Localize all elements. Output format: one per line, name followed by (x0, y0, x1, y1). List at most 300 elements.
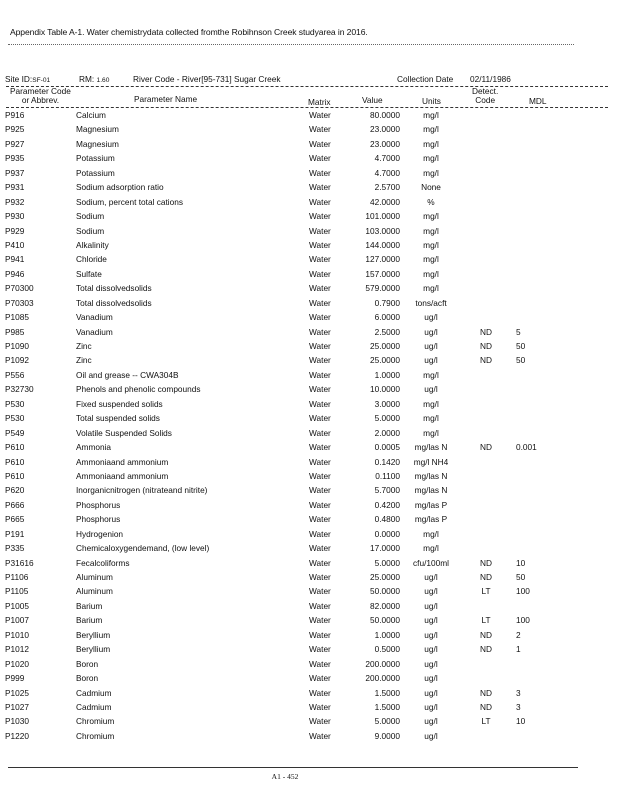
parameter-name: Cadmium (76, 687, 112, 698)
mdl-cell: 50 (516, 572, 526, 582)
value-cell: 82.0000 (370, 600, 400, 611)
table-row (0, 355, 618, 369)
matrix-cell: Water (309, 644, 331, 655)
column-header-detect-line1: Detect. (472, 86, 499, 96)
parameter-code: P1025 (5, 687, 29, 698)
units-cell: mg/l (423, 543, 439, 554)
parameter-code: P929 (5, 225, 25, 236)
matrix-cell: Water (309, 442, 331, 453)
table-row (0, 471, 618, 485)
mdl-cell: 3 (516, 687, 521, 698)
parameter-name: Sulfate (76, 268, 102, 279)
value-cell: 5.7000 (374, 485, 400, 496)
parameter-name: Chemicaloxygendemand, (low level) (76, 543, 210, 554)
table-row (0, 327, 618, 341)
parameter-name: Hydrogenion (76, 528, 124, 539)
matrix-cell: Water (309, 211, 331, 222)
mdl-cell: 100 (516, 586, 530, 597)
matrix-cell: Water (309, 673, 331, 684)
units-cell: ug/l (424, 615, 438, 626)
units-cell: mg/l (423, 167, 439, 178)
parameter-code: P935 (5, 153, 25, 164)
river-mile-label: RM: (79, 74, 95, 84)
table-row (0, 601, 618, 615)
matrix-cell: Water (309, 355, 331, 366)
parameter-name: Vanadium (76, 312, 113, 323)
parameter-code: P530 (5, 413, 25, 424)
parameter-name: Sodium (76, 225, 105, 236)
parameter-code: P665 (5, 514, 25, 525)
table-row (0, 197, 618, 211)
column-header-param-code-line1: Parameter Code (10, 86, 71, 96)
table-row (0, 124, 618, 138)
parameter-code: P932 (5, 196, 25, 207)
matrix-cell: Water (309, 470, 331, 481)
parameter-name: Inorganicnitrogen (nitrateand nitrite) (76, 485, 208, 496)
matrix-cell: Water (309, 557, 331, 568)
table-row (0, 630, 618, 644)
header-divider-top (6, 86, 608, 87)
units-cell: mg/l (423, 398, 439, 409)
parameter-code: P916 (5, 110, 25, 120)
detect-code-cell: ND (480, 442, 492, 453)
parameter-name: Chromium (76, 716, 115, 727)
value-cell: 200.0000 (365, 658, 400, 669)
table-title: Appendix Table A-1. Water chemistrydata collected fromthe Robihnson Creek studyarea in 2016. (10, 27, 368, 37)
value-cell: 1.5000 (374, 687, 400, 698)
units-cell: mg/l (423, 528, 439, 539)
matrix-cell: Water (309, 268, 331, 279)
value-cell: 80.0000 (370, 110, 400, 120)
value-cell: 5.0000 (374, 557, 400, 568)
column-header-param-code-line2: or Abbrev. (21, 95, 60, 105)
title-divider (8, 44, 574, 45)
units-cell: mg/l (423, 413, 439, 424)
value-cell: 200.0000 (365, 673, 400, 684)
parameter-code: P410 (5, 239, 25, 250)
matrix-cell: Water (309, 297, 331, 308)
matrix-cell: Water (309, 398, 331, 409)
table-row (0, 283, 618, 297)
matrix-cell: Water (309, 182, 331, 193)
table-row (0, 731, 618, 745)
units-cell: ug/l (424, 644, 438, 655)
table-row (0, 341, 618, 355)
table-row (0, 688, 618, 702)
table-row (0, 399, 618, 413)
table-row (0, 673, 618, 687)
units-cell: ug/l (424, 730, 438, 741)
matrix-cell: Water (309, 254, 331, 265)
units-cell: ug/l (424, 312, 438, 323)
parameter-name: Calcium (76, 110, 106, 120)
units-cell: mg/l (423, 254, 439, 265)
parameter-code: P530 (5, 398, 25, 409)
parameter-name: Potassium (76, 167, 115, 178)
parameter-name: Aluminum (76, 586, 113, 597)
parameter-name: Magnesium (76, 124, 119, 135)
parameter-name: Ammoniaand ammonium (76, 456, 169, 467)
matrix-cell: Water (309, 369, 331, 380)
value-cell: 2.5000 (374, 326, 400, 337)
parameter-name: Beryllium (76, 629, 111, 640)
units-cell: mg/l (423, 153, 439, 164)
table-row (0, 226, 618, 240)
parameter-name: Oil and grease -- CWA304B (76, 369, 179, 380)
table-row (0, 702, 618, 716)
site-id (5, 74, 50, 84)
value-cell: 6.0000 (374, 312, 400, 323)
matrix-cell: Water (309, 586, 331, 597)
detect-code-cell: ND (480, 355, 492, 366)
value-cell: 2.5700 (374, 182, 400, 193)
matrix-cell: Water (309, 283, 331, 294)
parameter-name: Vanadium (76, 326, 113, 337)
matrix-cell: Water (309, 528, 331, 539)
value-cell: 42.0000 (370, 196, 400, 207)
parameter-name: Beryllium (76, 644, 111, 655)
matrix-cell: Water (309, 384, 331, 395)
parameter-name: Fixed suspended solids (76, 398, 163, 409)
mdl-cell: 3 (516, 701, 521, 712)
mdl-cell: 50 (516, 341, 526, 351)
matrix-cell: Water (309, 153, 331, 164)
value-cell: 25.0000 (370, 355, 400, 366)
parameter-code: P610 (5, 470, 25, 481)
parameter-code: P191 (5, 528, 25, 539)
value-cell: 5.0000 (374, 716, 400, 727)
parameter-code: P931 (5, 182, 25, 193)
parameter-code: P1020 (5, 658, 29, 669)
parameter-name: Boron (76, 658, 99, 669)
detect-code-cell: ND (480, 326, 492, 337)
table-row (0, 182, 618, 196)
value-cell: 157.0000 (365, 268, 400, 279)
units-cell: ug/l (424, 384, 438, 395)
table-row (0, 586, 618, 600)
units-cell: ug/l (424, 673, 438, 684)
matrix-cell: Water (309, 514, 331, 525)
detect-code-cell: ND (480, 644, 492, 655)
value-cell: 25.0000 (370, 572, 400, 582)
parameter-name: Aluminum (76, 572, 113, 582)
parameter-code: P549 (5, 427, 25, 438)
units-cell: ug/l (424, 687, 438, 698)
value-cell: 23.0000 (370, 124, 400, 135)
table-row (0, 269, 618, 283)
units-cell: mg/las N (414, 485, 448, 496)
parameter-name: Magnesium (76, 138, 119, 149)
table-row (0, 254, 618, 268)
units-cell: ug/l (424, 716, 438, 727)
parameter-name: Cadmium (76, 701, 112, 712)
units-cell: mg/l (423, 225, 439, 236)
parameter-name: Barium (76, 615, 103, 626)
value-cell: 127.0000 (365, 254, 400, 265)
units-cell: ug/l (424, 572, 438, 582)
value-cell: 5.0000 (374, 413, 400, 424)
units-cell: mg/las N (414, 442, 448, 453)
value-cell: 2.0000 (374, 427, 400, 438)
matrix-cell: Water (309, 730, 331, 741)
parameter-code: P1105 (5, 586, 29, 597)
parameter-name: Alkalinity (76, 239, 109, 250)
value-cell: 144.0000 (365, 239, 400, 250)
parameter-name: Total dissolvedsolids (76, 283, 152, 294)
matrix-cell: Water (309, 600, 331, 611)
value-cell: 1.5000 (374, 701, 400, 712)
detect-code-cell: LT (481, 586, 491, 597)
detect-code-cell: LT (481, 716, 491, 727)
value-cell: 25.0000 (370, 341, 400, 351)
units-cell: % (427, 196, 435, 207)
table-row (0, 615, 618, 629)
table-row (0, 384, 618, 398)
units-cell: ug/l (424, 701, 438, 712)
value-cell: 9.0000 (374, 730, 400, 741)
mdl-cell: 5 (516, 326, 521, 337)
detect-code-cell: LT (481, 615, 491, 626)
value-cell: 101.0000 (365, 211, 400, 222)
table-row (0, 659, 618, 673)
value-cell: 23.0000 (370, 138, 400, 149)
column-header-param-name: Parameter Name (134, 94, 198, 104)
table-row (0, 139, 618, 153)
parameter-code: P1085 (5, 312, 29, 323)
table-row (0, 312, 618, 326)
parameter-code: P937 (5, 167, 25, 178)
matrix-cell: Water (309, 456, 331, 467)
units-cell: mg/l NH4 (413, 456, 449, 467)
matrix-cell: Water (309, 312, 331, 323)
matrix-cell: Water (309, 615, 331, 626)
column-header-matrix: Matrix (308, 97, 331, 107)
table-row (0, 529, 618, 543)
units-cell: mg/las N (414, 470, 448, 481)
table-row (0, 572, 618, 586)
mdl-cell: 100 (516, 615, 530, 626)
parameter-name: Phosphorus (76, 514, 121, 525)
column-header-mdl: MDL (529, 96, 547, 106)
units-cell: ug/l (424, 326, 438, 337)
parameter-code: P927 (5, 138, 25, 149)
table-row (0, 428, 618, 442)
units-cell: cfu/100ml (413, 557, 449, 568)
units-cell: mg/las P (414, 499, 448, 510)
parameter-name: Zinc (76, 341, 92, 351)
units-cell: tons/acft (415, 297, 447, 308)
parameter-code: P70300 (5, 283, 34, 294)
site-id-label: Site ID: (5, 74, 33, 84)
matrix-cell: Water (309, 427, 331, 438)
parameter-name: Volatile Suspended Solids (76, 427, 172, 438)
parameter-code: P1005 (5, 600, 29, 611)
parameter-code: P999 (5, 673, 25, 684)
parameter-name: Phosphorus (76, 499, 121, 510)
collection-date-label: Collection Date (397, 74, 454, 84)
detect-code-cell: ND (480, 572, 492, 582)
table-row (0, 485, 618, 499)
detect-code-cell: ND (480, 557, 492, 568)
parameter-code: P556 (5, 369, 25, 380)
column-header-param-code (10, 87, 71, 105)
data-table-body (0, 110, 618, 745)
parameter-code: P941 (5, 254, 25, 265)
table-row (0, 413, 618, 427)
site-id-value: SF-01 (32, 77, 51, 84)
parameter-code: P70303 (5, 297, 34, 308)
value-cell: 1.0000 (374, 629, 400, 640)
value-cell: 0.7900 (374, 297, 400, 308)
value-cell: 0.0000 (374, 528, 400, 539)
units-cell: ug/l (424, 658, 438, 669)
units-cell: mg/l (423, 110, 439, 120)
table-row (0, 153, 618, 167)
table-row (0, 543, 618, 557)
matrix-cell: Water (309, 701, 331, 712)
parameter-name: Potassium (76, 153, 115, 164)
value-cell: 50.0000 (370, 586, 400, 597)
parameter-code: P946 (5, 268, 25, 279)
detect-code-cell: ND (480, 341, 492, 351)
units-cell: mg/l (423, 239, 439, 250)
matrix-cell: Water (309, 326, 331, 337)
parameter-name: Chromium (76, 730, 115, 741)
detect-code-cell: ND (480, 629, 492, 640)
units-cell: ug/l (424, 629, 438, 640)
value-cell: 103.0000 (365, 225, 400, 236)
units-cell: mg/l (423, 369, 439, 380)
table-row (0, 514, 618, 528)
value-cell: 4.7000 (374, 167, 400, 178)
value-cell: 0.1420 (374, 456, 400, 467)
parameter-code: P1007 (5, 615, 29, 626)
units-cell: ug/l (424, 586, 438, 597)
matrix-cell: Water (309, 629, 331, 640)
parameter-name: Total dissolvedsolids (76, 297, 152, 308)
parameter-name: Phenols and phenolic compounds (76, 384, 201, 395)
parameter-name: Barium (76, 600, 103, 611)
parameter-code: P1030 (5, 716, 29, 727)
units-cell: mg/l (423, 268, 439, 279)
table-row (0, 442, 618, 456)
detect-code-cell: ND (480, 687, 492, 698)
units-cell: mg/l (423, 211, 439, 222)
column-header-value: Value (362, 95, 383, 105)
matrix-cell: Water (309, 572, 331, 582)
parameter-code: P610 (5, 456, 25, 467)
river-mile (79, 74, 109, 84)
parameter-code: P32730 (5, 384, 34, 395)
page-number: A1 - 452 (271, 772, 299, 781)
table-row (0, 558, 618, 572)
parameter-name: Zinc (76, 355, 92, 366)
parameter-code: P1090 (5, 341, 29, 351)
table-row (0, 457, 618, 471)
mdl-cell: 10 (516, 716, 526, 727)
parameter-code: P335 (5, 543, 25, 554)
matrix-cell: Water (309, 413, 331, 424)
parameter-name: Sodium adsorption ratio (76, 182, 164, 193)
table-row (0, 298, 618, 312)
matrix-cell: Water (309, 341, 331, 351)
value-cell: 10.0000 (370, 384, 400, 395)
units-cell: mg/l (423, 283, 439, 294)
table-row (0, 211, 618, 225)
parameter-code: P985 (5, 326, 25, 337)
matrix-cell: Water (309, 499, 331, 510)
parameter-code: P1010 (5, 629, 29, 640)
mdl-cell: 0.001 (516, 442, 537, 453)
mdl-cell: 50 (516, 355, 526, 366)
units-cell: mg/l (423, 427, 439, 438)
matrix-cell: Water (309, 167, 331, 178)
value-cell: 0.0005 (374, 442, 400, 453)
parameter-code: P1027 (5, 701, 29, 712)
parameter-code: P1012 (5, 644, 29, 655)
mdl-cell: 1 (516, 644, 521, 655)
matrix-cell: Water (309, 110, 331, 120)
table-row (0, 500, 618, 514)
header-divider-bottom (6, 107, 608, 108)
parameter-code: P1106 (5, 572, 29, 582)
parameter-name: Fecalcoliforms (76, 557, 130, 568)
table-row (0, 716, 618, 730)
matrix-cell: Water (309, 485, 331, 496)
parameter-name: Sodium (76, 211, 105, 222)
table-row (0, 110, 618, 124)
parameter-code: P620 (5, 485, 25, 496)
table-row (0, 168, 618, 182)
units-cell: None (421, 182, 441, 193)
matrix-cell: Water (309, 716, 331, 727)
river-code: River Code - River[95-731] Sugar Creek (133, 74, 281, 84)
bottom-rule (8, 767, 578, 768)
value-cell: 4.7000 (374, 153, 400, 164)
matrix-cell: Water (309, 124, 331, 135)
matrix-cell: Water (309, 225, 331, 236)
value-cell: 0.5000 (374, 644, 400, 655)
matrix-cell: Water (309, 658, 331, 669)
parameter-name: Total suspended solids (76, 413, 160, 424)
detect-code-cell: ND (480, 701, 492, 712)
parameter-name: Boron (76, 673, 99, 684)
collection-date: 02/11/1986 (470, 74, 511, 84)
parameter-code: P31616 (5, 557, 34, 568)
matrix-cell: Water (309, 687, 331, 698)
column-header-units: Units (422, 96, 441, 106)
units-cell: mg/l (423, 124, 439, 135)
units-cell: ug/l (424, 600, 438, 611)
value-cell: 0.1100 (375, 470, 400, 481)
table-row (0, 240, 618, 254)
units-cell: ug/l (424, 355, 438, 366)
river-mile-value: 1.60 (96, 77, 110, 84)
parameter-name: Chloride (76, 254, 107, 265)
parameter-code: P1092 (5, 355, 29, 366)
value-cell: 17.0000 (370, 543, 400, 554)
value-cell: 579.0000 (365, 283, 400, 294)
matrix-cell: Water (309, 239, 331, 250)
mdl-cell: 10 (516, 557, 526, 568)
table-row (0, 644, 618, 658)
parameter-code: P610 (5, 442, 25, 453)
value-cell: 50.0000 (370, 615, 400, 626)
table-row (0, 370, 618, 384)
column-header-detect-code (472, 87, 498, 105)
column-header-detect-line2: Code (475, 95, 496, 105)
parameter-code: P666 (5, 499, 25, 510)
